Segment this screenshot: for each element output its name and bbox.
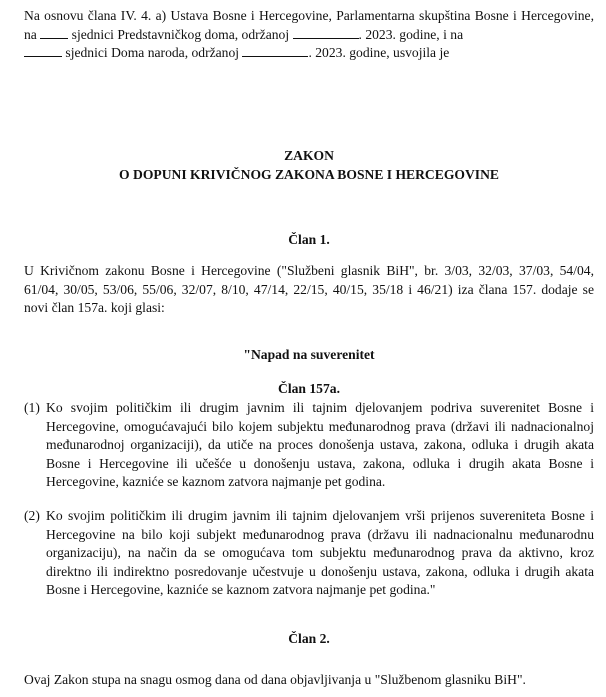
law-title [24,147,594,184]
paragraph-2-text: Ko svojim političkim ili drugim javnim ili tajnim djelovanjem vrši prijenos suvereniteta Bosne i Hercegovine na bilo koji subjekt međunarodnog prava (državu ili nadnacionalnu međunarodnu organizaciju), na način da se omogućava tom subjektu međunarodnog prava da aktivno, kroz direktno ili indirektno posredovanje učestvuje u donošenju ustava, zakona, odluka i drugih akata Bosne i Hercegovine, kazniće se kaznom zatvora najmanje pet godina." [46,508,594,598]
preamble-text-1: Na osnovu člana IV. 4. a) Ustava Bosne i Hercegovine, Parlamentarna skupština Bosne i Hercegovine, na [24,8,594,42]
quoted-article-subtitle: "Napad na suverenitet [243,347,375,362]
article-2-text: Ovaj Zakon stupa na snagu osmog dana od dana objavljivanja u "Službenom glasniku BiH". [24,672,526,687]
preamble-text-4: sjednici Doma naroda, održanoj [65,45,240,61]
session-number-blank-1 [40,26,68,39]
article-1-text: U Krivičnom zakonu Bosne i Hercegovine ("Službeni glasnik BiH", br. 3/03, 32/03, 37/03, 54/04, 61/04, 30/05, 53/06, 55/06, 32/07, 8/10, 47/14, 22/15, 40/15, 35/18 i 46/21) iza člana 157. dodaje se novi član 157a. koji glasi: [24,263,594,316]
preamble-text-3: . 2023. godine, i na [358,26,464,42]
preamble-text-2: sjednici Predstavničkog doma, održanoj [71,26,290,42]
paragraph-2-number: (2) [24,508,40,523]
article-2-heading: Član 2. [288,631,330,646]
paragraph-1-text: Ko svojim političkim ili drugim javnim ili tajnim djelovanjem podriva suverenitet Bosne i Hercegovine, omogućavajući bilo kojem subjektu međunarodnog prava (državi ili nadnacionalnoj međunarodnoj organizaciji), da utiče na proces donošenja ustava, zakona, odluka i drugih akata Bosne i Hercegovine ili učešće u donošenju ustava, zakona, odluka i drugih akata Bosne i Hercegovine, kazniće se kaznom zatvora najmanje pet godina. [46,400,594,490]
article-1-heading: Član 1. [288,232,330,247]
session-number-blank-2 [24,44,62,57]
preamble-text-5: . 2023. godine, usvojila je [308,45,450,61]
article-157a-heading: Član 157a. [278,381,340,396]
paragraph-1-number: (1) [24,400,40,415]
preamble [24,7,594,63]
paragraph-1 [24,399,594,492]
paragraph-2 [24,507,594,600]
date-blank-2 [242,44,308,57]
date-blank-1 [293,26,359,39]
law-title-line-2: O DOPUNI KRIVIČNOG ZAKONA BOSNE I HERCEGOVINE [119,166,499,182]
law-title-line-1: ZAKON [284,148,334,163]
